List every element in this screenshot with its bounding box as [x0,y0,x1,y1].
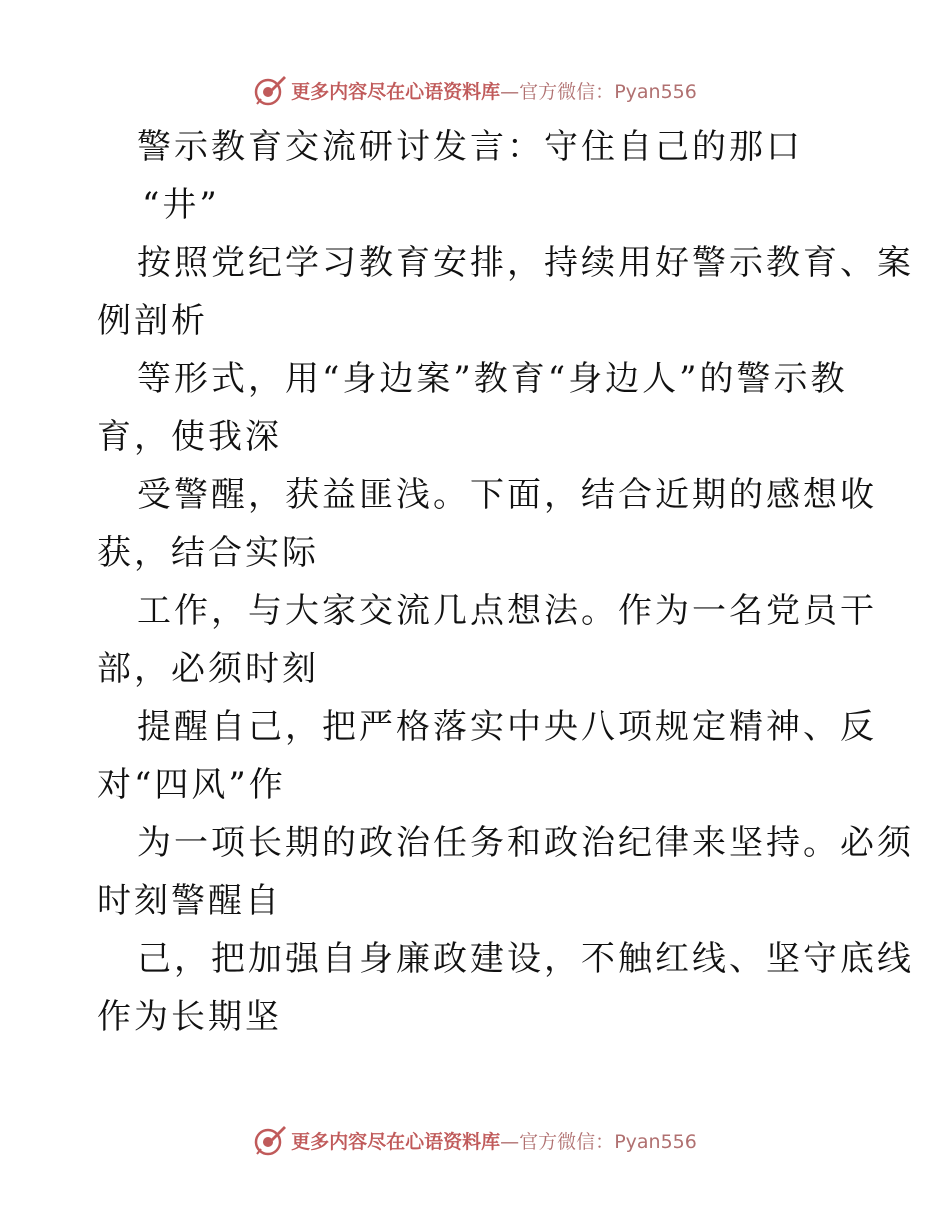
banner-dash: — [500,80,520,103]
paragraph-line: 部，必须时刻 [97,649,319,689]
paragraph-line: 按照党纪学习教育安排，持续用好警示教育、案 [137,243,914,283]
paragraph-line: 等形式，用“身边案”教育“身边人”的警示教 [137,359,848,399]
paragraph-line: 获，结合实际 [97,533,319,573]
pen-logo-icon [253,1123,287,1157]
paragraph-line: 为一项长期的政治任务和政治纪律来坚持。必须 [137,823,914,863]
paragraph-line: 作为长期坚 [97,997,282,1037]
banner-text [291,1127,697,1154]
paragraph-line: 对“四风”作 [97,765,286,805]
paragraph-line: 受警醒，获益匪浅。下面，结合近期的感想收 [137,475,877,515]
banner-wechat-id: Pyan556 [614,1130,697,1153]
banner-brand: 更多内容尽在心语资料库 [291,80,501,103]
banner-wechat-label: 官方微信： [519,1130,615,1153]
paragraph-line: 工作，与大家交流几点想法。作为一名党员干 [137,591,877,631]
banner-text [291,77,697,104]
paragraph-line: 例剖析 [97,301,208,341]
header-banner [0,70,950,110]
pen-logo-icon [253,73,287,107]
doc-title-line1: 警示教育交流研讨发言：守住自己的那口 [137,127,803,167]
doc-title-line2: “井” [142,185,220,225]
banner-wechat-label: 官方微信： [519,80,615,103]
paragraph-line: 提醒自己，把严格落实中央八项规定精神、反 [137,707,877,747]
paragraph-line: 时刻警醒自 [97,881,282,921]
banner-wechat-id: Pyan556 [614,80,697,103]
footer-banner [0,1120,950,1160]
banner-brand: 更多内容尽在心语资料库 [291,1130,501,1153]
banner-dash: — [500,1130,520,1153]
paragraph-line: 己，把加强自身廉政建设，不触红线、坚守底线 [137,939,914,979]
paragraph-line: 育，使我深 [97,417,282,457]
